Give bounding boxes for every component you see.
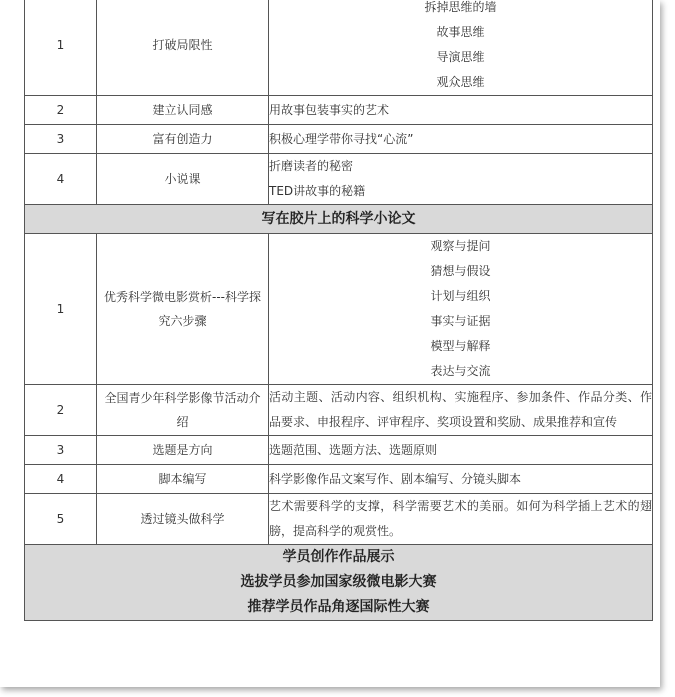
course-name: 富有创造力	[97, 125, 269, 154]
course-name: 脚本编写	[97, 465, 269, 494]
row-number: 1	[25, 0, 97, 96]
course-content	[269, 154, 653, 205]
table-row	[25, 494, 653, 545]
row-number: 1	[25, 234, 97, 385]
row-number: 2	[25, 385, 97, 436]
course-name: 优秀科学微电影赏析---科学探究六步骤	[97, 234, 269, 385]
content-line: 事实与证据	[430, 314, 491, 328]
course-content: 选题范围、选题方法、选题原则	[269, 436, 653, 465]
course-name: 建立认同感	[97, 96, 269, 125]
row-number: 3	[25, 436, 97, 465]
course-content: 用故事包装事实的艺术	[269, 96, 653, 125]
content-line: TED讲故事的秘籍	[269, 184, 366, 198]
table-row	[25, 385, 653, 436]
footer-line: 推荐学员作品角逐国际性大赛	[247, 599, 430, 615]
course-content: 活动主题、活动内容、组织机构、实施程序、参加条件、作品分类、作品要求、申报程序、评审程序、奖项设置和奖励、成果推荐和宣传	[269, 385, 653, 436]
content-line: 故事思维	[436, 25, 485, 39]
footer-row	[25, 545, 653, 621]
table-row	[25, 436, 653, 465]
content-line: 模型与解释	[430, 339, 491, 353]
row-number: 2	[25, 96, 97, 125]
content-line: 导演思维	[436, 50, 485, 64]
row-number: 4	[25, 154, 97, 205]
content-line: 观众思维	[436, 75, 485, 89]
course-name: 选题是方向	[97, 436, 269, 465]
course-content: 科学影像作品文案写作、剧本编写、分镜头脚本	[269, 465, 653, 494]
table-row	[25, 125, 653, 154]
section-title: 写在胶片上的科学小论文	[25, 205, 653, 234]
course-name: 小说课	[97, 154, 269, 205]
footer-line: 选拔学员参加国家级微电影大赛	[240, 574, 437, 590]
table-row	[25, 0, 653, 96]
table-row	[25, 234, 653, 385]
course-content	[269, 0, 653, 96]
row-number: 3	[25, 125, 97, 154]
content-line: 观察与提问	[430, 239, 491, 253]
content-line: 表达与交流	[430, 364, 491, 378]
content-line: 计划与组织	[430, 289, 491, 303]
footer-block	[25, 545, 653, 621]
section-header-row	[25, 205, 653, 234]
row-number: 4	[25, 465, 97, 494]
content-line: 拆掉思维的墙	[424, 0, 497, 14]
course-table	[24, 0, 653, 621]
footer-line: 学员创作作品展示	[282, 549, 395, 565]
course-content: 积极心理学带你寻找“心流”	[269, 125, 653, 154]
table-row	[25, 154, 653, 205]
course-name: 全国青少年科学影像节活动介绍	[97, 385, 269, 436]
course-content	[269, 234, 653, 385]
table-row	[25, 96, 653, 125]
course-content: 艺术需要科学的支撑，科学需要艺术的美丽。如何为科学插上艺术的翅膀，提高科学的观赏性。	[269, 494, 653, 545]
table-row	[25, 465, 653, 494]
course-name: 打破局限性	[97, 0, 269, 96]
content-line: 猜想与假设	[430, 264, 491, 278]
row-number: 5	[25, 494, 97, 545]
course-name: 透过镜头做科学	[97, 494, 269, 545]
content-line: 折磨读者的秘密	[269, 159, 354, 173]
